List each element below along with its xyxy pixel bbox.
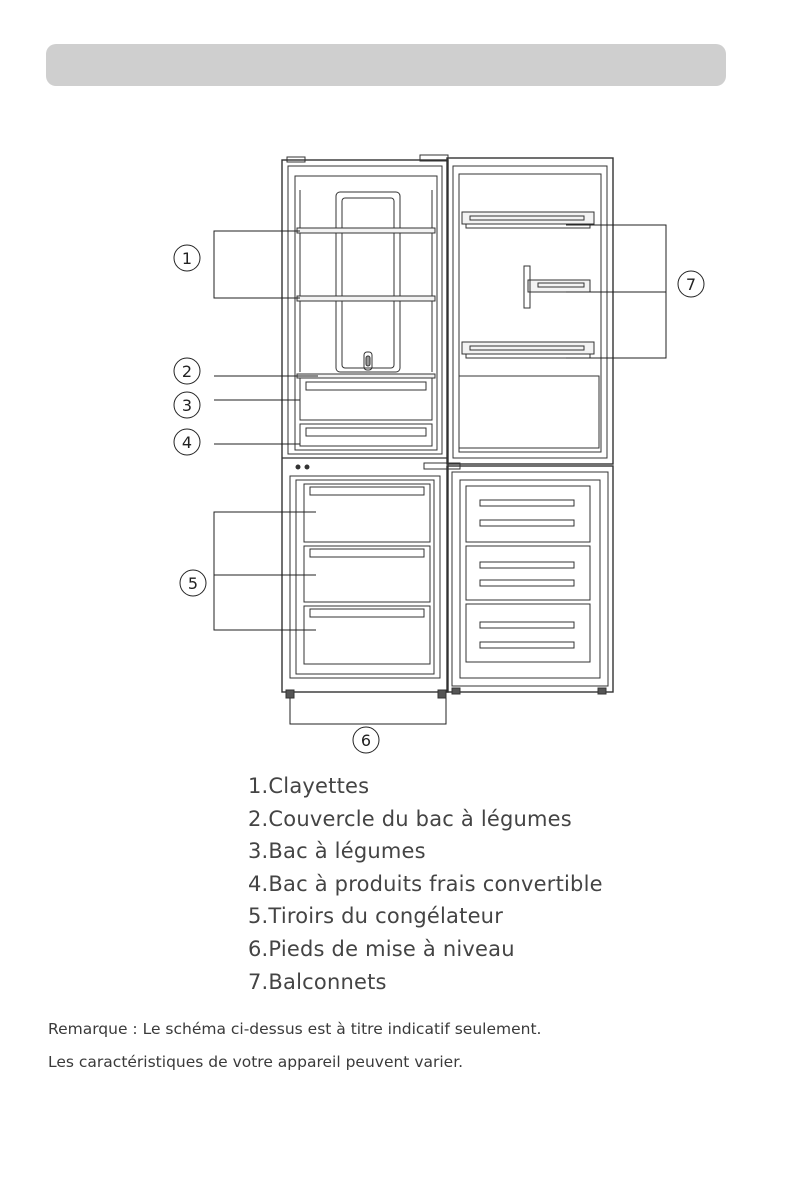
svg-text:7: 7 — [685, 275, 697, 294]
callout-7 — [678, 271, 704, 297]
legend-item: 4.Bac à produits frais convertible — [248, 871, 603, 896]
note-line-1: Remarque : Le schéma ci-dessus est à titre indicatif seulement. — [48, 1020, 542, 1038]
legend-item: 5.Tiroirs du congélateur — [248, 904, 504, 929]
svg-text:2: 2 — [181, 362, 193, 381]
freezer-drawer — [304, 484, 430, 542]
svg-text:4: 4 — [181, 433, 193, 452]
callout-4 — [174, 429, 200, 455]
freezer-drawer — [304, 606, 430, 664]
callout-3 — [174, 392, 200, 418]
parts-legend — [248, 770, 603, 998]
legend-item: 7.Balconnets — [248, 969, 387, 994]
note-line-2: Les caractéristiques de votre appareil peuvent varier. — [48, 1053, 464, 1071]
svg-text:5: 5 — [187, 574, 199, 593]
legend-item: 2.Couvercle du bac à légumes — [248, 806, 572, 831]
callout-1 — [174, 245, 200, 271]
fridge-cabinet — [282, 155, 448, 698]
legend-item: 1.Clayettes — [248, 774, 370, 798]
svg-text:1: 1 — [181, 249, 193, 268]
svg-text:6: 6 — [360, 731, 372, 750]
fridge-door — [447, 158, 613, 464]
callout-2 — [174, 358, 200, 384]
shelf — [297, 296, 435, 301]
svg-text:3: 3 — [181, 396, 193, 415]
legend-item: 6.Pieds de mise à niveau — [248, 936, 515, 961]
legend-item: 3.Bac à légumes — [248, 839, 426, 864]
callout-5 — [180, 570, 206, 596]
callout-6 — [353, 727, 379, 753]
freezer-door — [424, 463, 613, 694]
shelf — [297, 228, 435, 233]
freezer-drawer — [304, 546, 430, 602]
